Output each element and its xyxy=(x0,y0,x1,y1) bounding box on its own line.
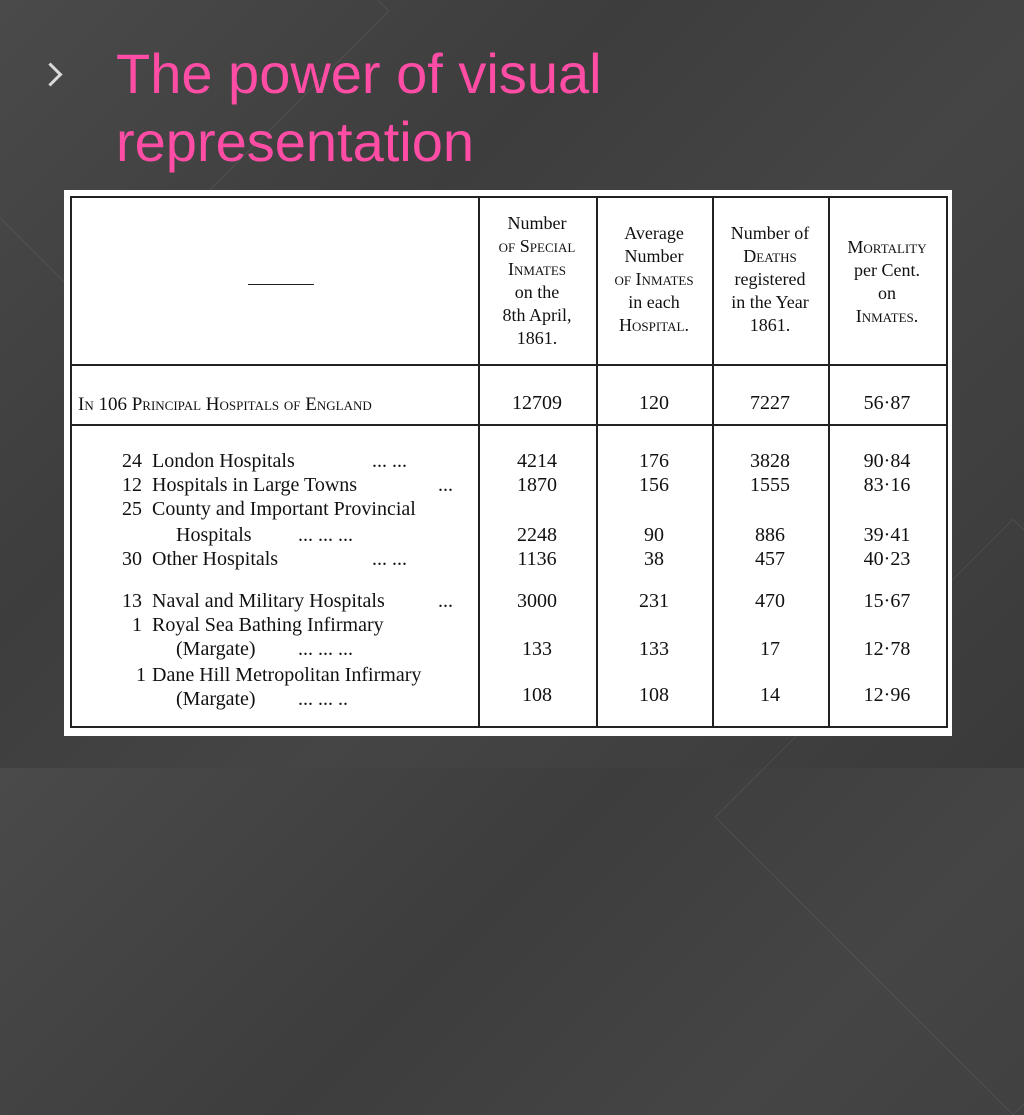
cell: 15·67 xyxy=(863,590,911,612)
summary-value: 12709 xyxy=(512,392,562,414)
cell: 2248 xyxy=(517,524,557,546)
row-count: 1 xyxy=(132,614,142,636)
header-line: of Inmates xyxy=(614,269,694,289)
summary-value: 56·87 xyxy=(863,392,911,414)
header-line: Average xyxy=(624,223,684,243)
row-dots: ... xyxy=(438,590,453,612)
header-line: 8th April, xyxy=(502,305,572,325)
header-line: per Cent. xyxy=(854,260,920,280)
cell: 108 xyxy=(639,684,669,706)
row-label: Other Hospitals xyxy=(152,548,279,570)
cell: 3828 xyxy=(750,450,790,472)
header-line: Number xyxy=(507,213,567,233)
row-label: Dane Hill Metropolitan Infirmary xyxy=(152,664,422,686)
row-count: 30 xyxy=(122,548,142,570)
row-divider xyxy=(72,424,946,426)
row-label: London Hospitals xyxy=(152,450,295,472)
row-label: Hospitals in Large Towns xyxy=(152,474,358,496)
row-count: 24 xyxy=(122,450,142,472)
summary-row-label: In 106 Principal Hospitals of England xyxy=(78,394,372,415)
cell: 90·84 xyxy=(863,450,911,472)
cell: 40·23 xyxy=(863,548,911,570)
row-label-continued: Hospitals xyxy=(176,524,252,546)
cell: 3000 xyxy=(517,590,557,612)
header-special-inmates xyxy=(478,212,596,350)
header-line: on xyxy=(878,283,896,303)
header-average-inmates xyxy=(596,222,712,337)
cell: 1870 xyxy=(517,474,557,496)
row-label-continued: (Margate) xyxy=(176,638,256,660)
row-count: 12 xyxy=(122,474,142,496)
table-frame xyxy=(70,196,948,728)
row-label: County and Important Provincial xyxy=(152,498,416,520)
summary-value: 7227 xyxy=(750,392,790,414)
header-line: Deaths xyxy=(743,246,797,266)
cell: 108 xyxy=(522,684,552,706)
row-dots: ... ... xyxy=(372,450,407,472)
cell: 886 xyxy=(755,524,785,546)
row-dots: ... ... .. xyxy=(298,688,348,710)
row-dots: ... ... xyxy=(372,548,407,570)
cell: 231 xyxy=(639,590,669,612)
row-dots: ... ... ... xyxy=(298,524,353,546)
cell: 12·78 xyxy=(863,638,911,660)
row-count: 1 xyxy=(136,664,146,686)
cell: 133 xyxy=(522,638,552,660)
cell: 4214 xyxy=(517,450,557,472)
row-label: Royal Sea Bathing Infirmary xyxy=(152,614,384,636)
slide-title xyxy=(116,40,816,176)
title-line: representation xyxy=(116,110,475,173)
cell: 83·16 xyxy=(863,474,911,496)
row-divider xyxy=(72,364,946,366)
row-dots: ... ... ... xyxy=(298,638,353,660)
row-dots: ... xyxy=(438,474,453,496)
header-line: in the Year xyxy=(731,292,809,312)
header-line: Hospital. xyxy=(619,315,689,335)
header-line: Mortality xyxy=(847,237,927,257)
header-mortality xyxy=(828,236,946,328)
cell: 470 xyxy=(755,590,785,612)
row-label-continued: (Margate) xyxy=(176,688,256,710)
header-deaths xyxy=(712,222,828,337)
header-line: Number of xyxy=(730,223,810,243)
cell: 1136 xyxy=(517,548,557,570)
header-line: Inmates. xyxy=(855,306,919,326)
header-line: on the xyxy=(514,282,560,302)
cell: 176 xyxy=(639,450,669,472)
header-line: Number xyxy=(624,246,684,266)
row-count: 13 xyxy=(122,590,142,612)
header-line: registered xyxy=(734,269,806,289)
header-line: 1861. xyxy=(749,315,791,335)
table-image xyxy=(64,190,952,736)
cell: 457 xyxy=(755,548,785,570)
row-count: 25 xyxy=(122,498,142,520)
header-line: 1861. xyxy=(516,328,558,348)
summary-value: 120 xyxy=(639,392,669,414)
cell: 39·41 xyxy=(863,524,911,546)
cell: 1555 xyxy=(750,474,790,496)
cell: 12·96 xyxy=(863,684,911,706)
header-line: in each xyxy=(628,292,680,312)
title-line: The power of visual xyxy=(116,42,602,105)
cell: 133 xyxy=(639,638,669,660)
cell: 17 xyxy=(760,638,780,660)
cell: 38 xyxy=(644,548,664,570)
stub-dash xyxy=(248,284,314,285)
row-label: Naval and Military Hospitals xyxy=(152,590,385,612)
cell: 156 xyxy=(639,474,669,496)
header-line: of Special xyxy=(498,236,576,256)
header-line: Inmates xyxy=(507,259,566,279)
cell: 14 xyxy=(760,684,780,706)
cell: 90 xyxy=(644,524,664,546)
